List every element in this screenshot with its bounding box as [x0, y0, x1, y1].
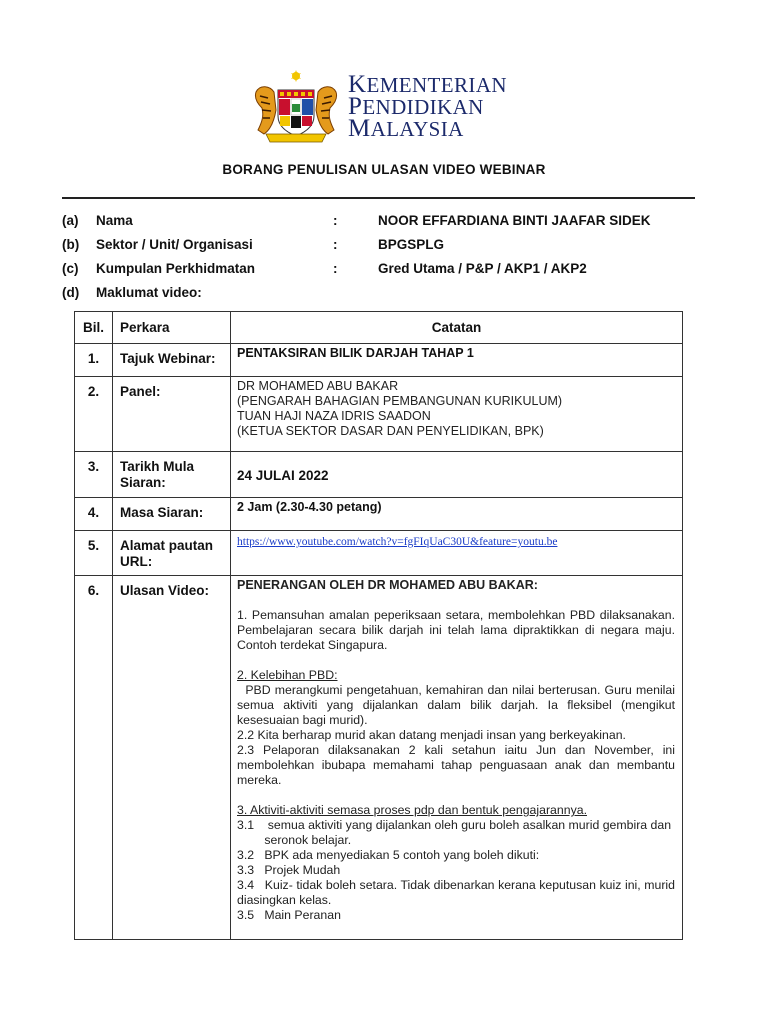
header-bil: Bil. [75, 312, 113, 344]
info-key: Sektor / Unit/ Organisasi [96, 237, 253, 252]
title-divider [62, 197, 695, 199]
info-value: BPGSPLG [378, 237, 445, 252]
info-key: Kumpulan Perkhidmatan [96, 261, 256, 276]
row-number: 4. [75, 498, 113, 531]
table-header-row [75, 312, 683, 344]
ministry-wordmark: KEMENTERIAN PENDIDIKAN MALAYSIA [348, 71, 507, 142]
review-heading: PENERANGAN OLEH DR MOHAMED ABU BAKAR: [237, 578, 538, 592]
info-section [62, 213, 702, 309]
row-label: Tajuk Webinar: [113, 344, 231, 377]
panel-line: DR MOHAMED ABU BAKAR [237, 379, 399, 393]
review-paragraph: 2.2 Kita berharap murid akan datang menjadi insan yang berkeyakinan. [237, 728, 626, 742]
info-separator: : [333, 261, 338, 276]
info-label: (d) [62, 285, 80, 300]
header-perkara: Perkara [113, 312, 231, 344]
review-paragraph: 3.3 Projek Mudah [237, 863, 341, 877]
url-cell [231, 531, 683, 576]
table-row [75, 344, 683, 377]
broadcast-time-value: 2 Jam (2.30-4.30 petang) [231, 498, 683, 531]
table-row [75, 452, 683, 498]
info-row-kumpulan [62, 261, 702, 285]
info-key: Maklumat video: [96, 285, 202, 300]
header-catatan: Catatan [231, 312, 683, 344]
review-paragraph: PBD merangkumi pengetahuan, kemahiran dan nilai berterusan. Guru menilai semua aktiviti yang dijalankan dalam bilik darjah. Ia fleksibel (mengikut kesesuaian bagi murid). [237, 683, 679, 727]
table-row [75, 377, 683, 452]
row-label: Ulasan Video: [113, 576, 231, 940]
review-paragraph: 1. Pemansuhan amalan peperiksaan setara, membolehkan PBD dilaksanakan. Pembelajaran secara bilik darjah ini telah lama dipraktikkan di negara maju. Contoh terdekat Singapura. [237, 608, 675, 652]
table-row [75, 576, 683, 940]
review-content [231, 576, 683, 940]
video-info-table [74, 311, 683, 940]
info-key: Nama [96, 213, 133, 228]
review-paragraph: 3.2 BPK ada menyediakan 5 contoh yang boleh dikuti: [237, 848, 540, 862]
review-paragraph: seronok belajar. [237, 833, 352, 847]
row-number: 1. [75, 344, 113, 377]
row-number: 5. [75, 531, 113, 576]
table-row [75, 498, 683, 531]
review-paragraph: 3.1 semua aktiviti yang dijalankan oleh guru boleh asalkan murid gembira dan [237, 818, 672, 832]
row-label: Tarikh Mula Siaran: [113, 452, 231, 498]
webinar-title-value: PENTAKSIRAN BILIK DARJAH TAHAP 1 [231, 344, 683, 377]
table-row [75, 531, 683, 576]
broadcast-date-value: 24 JULAI 2022 [231, 452, 683, 498]
panel-value [231, 377, 683, 452]
info-label: (c) [62, 261, 79, 276]
row-label: Masa Siaran: [113, 498, 231, 531]
info-row-sektor [62, 237, 702, 261]
form-title: BORANG PENULISAN ULASAN VIDEO WEBINAR [222, 162, 546, 177]
info-label: (b) [62, 237, 80, 252]
row-number: 2. [75, 377, 113, 452]
panel-line: (PENGARAH BAHAGIAN PEMBANGUNAN KURIKULUM) [237, 394, 563, 408]
review-paragraph: 3.5 Main Peranan [237, 908, 341, 922]
info-label: (a) [62, 213, 79, 228]
info-value: NOOR EFFARDIANA BINTI JAAFAR SIDEK [378, 213, 651, 228]
info-separator: : [333, 237, 338, 252]
review-section-title: 3. Aktiviti-aktiviti semasa proses pdp dan bentuk pengajarannya. [237, 803, 587, 817]
row-number: 3. [75, 452, 113, 498]
review-paragraph: 3.4 Kuiz- tidak boleh setara. Tidak dibenarkan kerana keputusan kuiz ini, murid diasingkan kelas. [237, 878, 679, 907]
info-value: Gred Utama / P&P / AKP1 / AKP2 [378, 261, 587, 276]
info-row-maklumat [62, 285, 702, 309]
review-section-title: 2. Kelebihan PBD: [237, 668, 338, 682]
row-label: Alamat pautan URL: [113, 531, 231, 576]
review-paragraph: 2.3 Pelaporan dilaksanakan 2 kali setahun iaitu Jun dan November, ini membolehkan ibubapa memahami tahap penguasaan anak dan membantu mereka. [237, 743, 675, 787]
panel-line: TUAN HAJI NAZA IDRIS SAADON [237, 409, 431, 423]
info-separator: : [333, 213, 338, 228]
info-row-nama [62, 213, 702, 237]
panel-line: (KETUA SEKTOR DASAR DAN PENYELIDIKAN, BPK) [237, 424, 544, 438]
malaysia-coat-of-arms-icon [250, 70, 342, 146]
video-url-link[interactable]: https://www.youtube.com/watch?v=fgFIqUaC30U&feature=youtu.be [237, 536, 558, 548]
row-label: Panel: [113, 377, 231, 452]
row-number: 6. [75, 576, 113, 940]
